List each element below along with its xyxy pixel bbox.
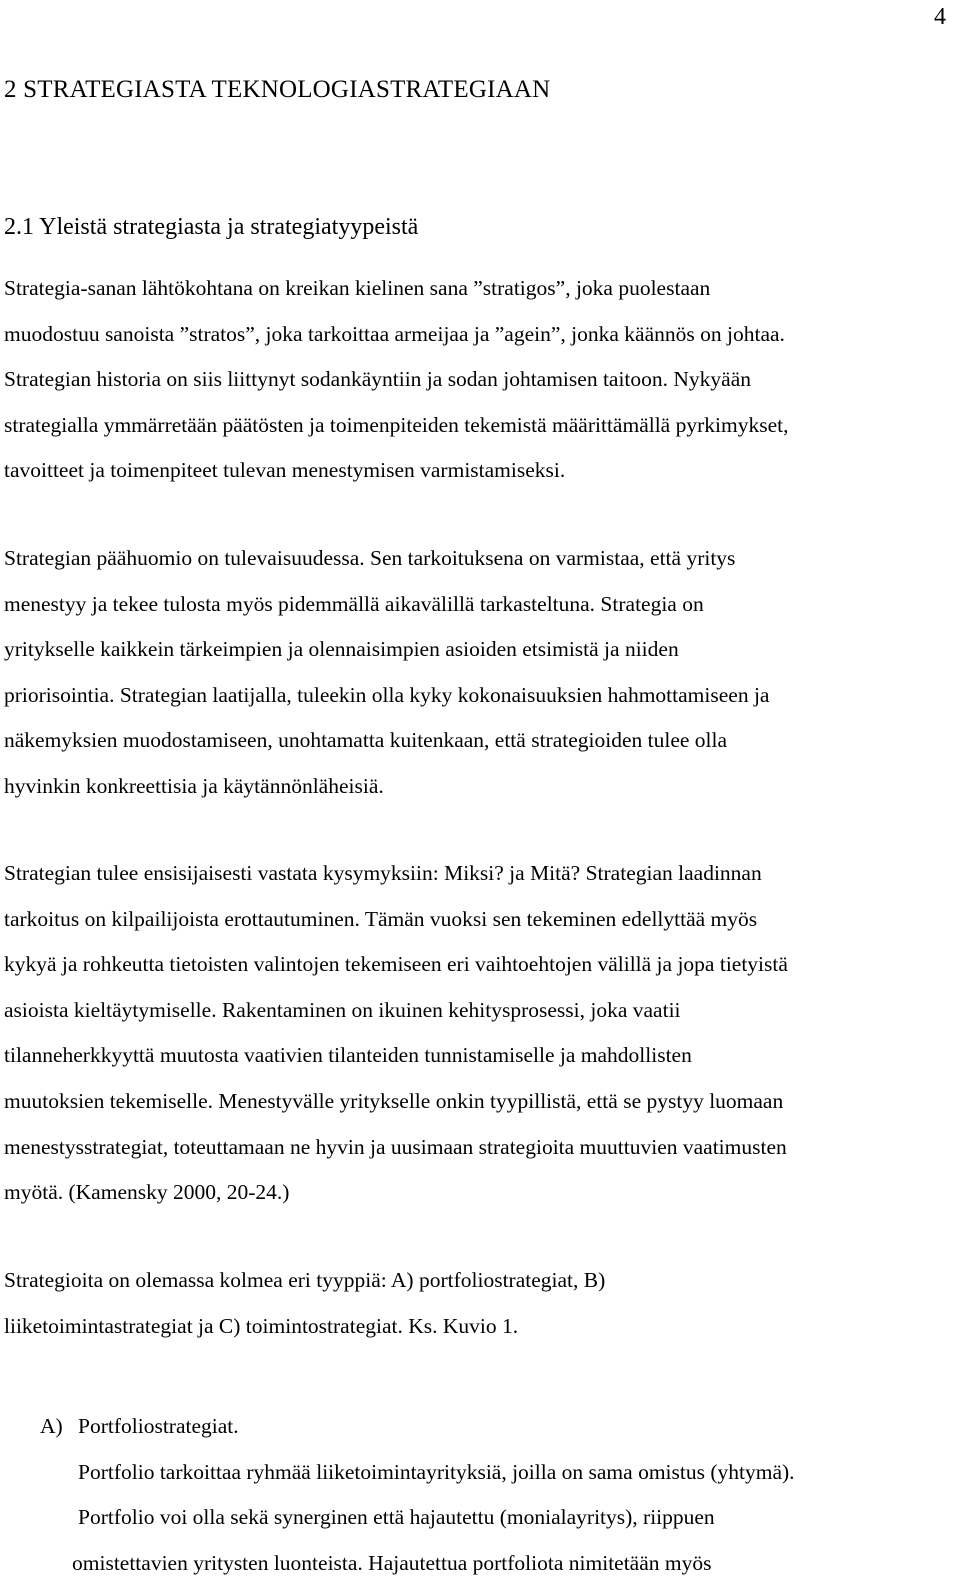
paragraph-line: tarkoitus on kilpailijoista erottautuminen. Tämän vuoksi sen tekeminen edellyttää myös [4, 906, 758, 931]
paragraph-line: muodostuu sanoista ”stratos”, joka tarkoittaa armeijaa ja ”agein”, jonka käännös on johtaa. [4, 321, 785, 346]
paragraph-line: yritykselle kaikkein tärkeimpien ja olennaisimpien asioiden etsimistä ja niiden [4, 637, 679, 662]
paragraph-questions [4, 851, 958, 1216]
paragraph-line: liiketoimintastrategiat ja C) toimintostrategiat. Ks. Kuvio 1. [4, 1313, 519, 1338]
paragraph-focus [4, 536, 958, 810]
paragraph-line: strategialla ymmärretään päätösten ja toimenpiteiden tekemistä määrittämällä pyrkimykset, [4, 412, 789, 437]
paragraph-etymology [4, 266, 958, 494]
strategy-type-list [40, 1404, 960, 1586]
paragraph-line: näkemyksien muodostamiseen, unohtamatta kuitenkaan, että strategioiden tulee olla [4, 728, 728, 753]
list-marker: A) [40, 1414, 63, 1438]
paragraph-line: tilanneherkkyyttä muutosta vaativien tilanteiden tunnistamiselle ja mahdollisten [4, 1043, 692, 1068]
paragraph-line: myötä. (Kamensky 2000, 20-24.) [4, 1180, 290, 1205]
paragraph-types [4, 1258, 958, 1349]
page-number: 4 [934, 4, 946, 30]
paragraph-line: hyvinkin konkreettisia ja käytännönläheisiä. [4, 773, 384, 798]
paragraph-line: Strategioita on olemassa kolmea eri tyyppiä: A) portfoliostrategiat, B) [4, 1268, 606, 1292]
paragraph-line: menestyy ja tekee tulosta myös pidemmällä aikavälillä tarkasteltuna. Strategia on [4, 591, 704, 616]
paragraph-line: priorisointia. Strategian laatijalla, tuleekin olla kyky kokonaisuuksien hahmottamiseen ja [4, 682, 770, 707]
list-item-line: Portfolio voi olla sekä synerginen että hajautettu (monialayritys), riippuen [78, 1505, 715, 1530]
paragraph-line: Strategian päähuomio on tulevaisuudessa. Sen tarkoituksena on varmistaa, että yritys [4, 546, 736, 570]
list-item-line: Portfolio tarkoittaa ryhmää liiketoimintayrityksiä, joilla on sama omistus (yhtymä). [78, 1459, 795, 1484]
list-item-heading [40, 1404, 960, 1450]
paragraph-line: tavoitteet ja toimenpiteet tulevan menestymisen varmistamiseksi. [4, 458, 566, 483]
paragraph-line: Strategia-sanan lähtökohtana on kreikan kielinen sana ”stratigos”, joka puolestaan [4, 276, 711, 300]
paragraph-line: kykyä ja rohkeutta tietoisten valintojen tekemiseen eri vaihtoehtojen välillä ja jopa tietyistä [4, 952, 788, 977]
paragraph-line: Strategian tulee ensisijaisesti vastata kysymyksiin: Miksi? ja Mitä? Strategian laadinnan [4, 861, 762, 885]
list-item-label: Portfoliostrategiat. [78, 1414, 239, 1438]
paragraph-line: asioista kieltäytymiselle. Rakentaminen on ikuinen kehitysprosessi, joka vaatii [4, 997, 681, 1022]
paragraph-line: menestysstrategiat, toteuttamaan ne hyvin ja uusimaan strategioita muuttuvien vaatimusten [4, 1134, 787, 1159]
paragraph-line: Strategian historia on siis liittynyt sodankäyntiin ja sodan johtamisen taitoon. Nykyään [4, 367, 752, 392]
list-item-line: omistettavien yritysten luonteista. Hajautettua portfoliota nimitetään myös [72, 1550, 712, 1575]
section-title: 2.1 Yleistä strategiasta ja strategiatyypeistä [4, 214, 419, 240]
chapter-title: 2 STRATEGIASTA TEKNOLOGIASTRATEGIAAN [4, 76, 551, 103]
paragraph-line: muutoksien tekemiselle. Menestyvälle yritykselle onkin tyypillistä, että se pystyy luomaan [4, 1088, 784, 1113]
